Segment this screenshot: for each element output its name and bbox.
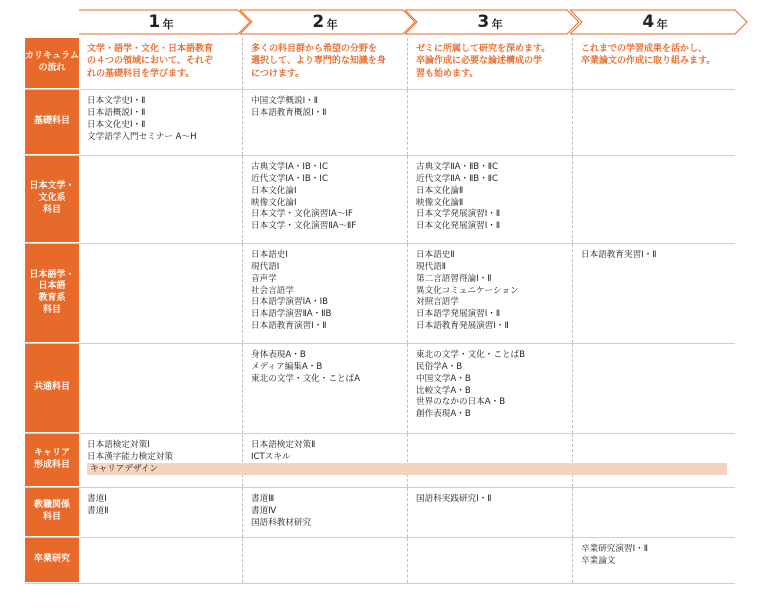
graduation-year-3 bbox=[408, 538, 573, 583]
common-year-3: 東北の文学・文化・ことばB 民俗学A・B 中国文学A・B 比較文学A・B 世界のなかの日本A・B 創作表現A・B bbox=[408, 344, 573, 433]
common-year-2: 身体表現A・B メディア編集A・B 東北の文学・文化・ことばA bbox=[243, 344, 408, 433]
row-label: 卒業研究 bbox=[25, 538, 79, 583]
row-label: 日本語学・ 日本語 教育系 科目 bbox=[25, 244, 79, 343]
row-basic bbox=[25, 90, 735, 156]
flow-year-4: これまでの学習成果を活かし、 卒業論文の作成に取り組みます。 bbox=[581, 44, 716, 67]
year-number: 2 bbox=[312, 12, 325, 32]
year-1-header bbox=[79, 8, 243, 36]
row-curriculum-flow bbox=[25, 38, 735, 90]
common-year-1 bbox=[79, 344, 243, 433]
teaching-year-3: 国語科実践研究Ⅰ・Ⅱ bbox=[408, 488, 573, 537]
flow-year-2: 多くの科目群から希望の分野を 選択して、より専門的な知識を身 につけます。 bbox=[243, 38, 408, 89]
year-suffix: 年 bbox=[162, 17, 174, 31]
career-year-3 bbox=[408, 434, 573, 487]
graduation-year-2 bbox=[243, 538, 408, 583]
row-graduation bbox=[25, 538, 735, 584]
linguistics-year-1 bbox=[79, 244, 243, 343]
graduation-year-1 bbox=[79, 538, 243, 583]
career-year-2: 日本語検定対策Ⅱ ICTスキル bbox=[243, 434, 408, 487]
linguistics-year-4: 日本語教育実習Ⅰ・Ⅱ bbox=[581, 250, 657, 260]
teaching-year-2: 書道Ⅲ 書道Ⅳ 国語科教材研究 bbox=[243, 488, 408, 537]
literature-year-3: 古典文学ⅡA・ⅡB・ⅡC 近代文学ⅡA・ⅡB・ⅡC 日本文化論Ⅱ 映像文化論Ⅱ 日本文学発展演習Ⅰ・Ⅱ 日本文化発展演習Ⅰ・Ⅱ bbox=[408, 156, 573, 243]
basic-year-4 bbox=[573, 90, 735, 155]
year-number: 1 bbox=[148, 12, 161, 32]
year-2-header bbox=[243, 8, 407, 36]
row-linguistics bbox=[25, 244, 735, 344]
literature-year-1 bbox=[79, 156, 243, 243]
year-suffix: 年 bbox=[326, 17, 338, 31]
row-label: 教職関係 科目 bbox=[25, 488, 79, 537]
year-3-header bbox=[408, 8, 572, 36]
teaching-year-1: 書道Ⅰ 書道Ⅱ bbox=[79, 488, 243, 537]
row-label: 基礎科目 bbox=[25, 90, 79, 155]
career-year-4 bbox=[573, 434, 735, 487]
year-header bbox=[0, 8, 768, 36]
common-year-4 bbox=[573, 344, 735, 433]
row-label: 共通科目 bbox=[25, 344, 79, 433]
year-4-header bbox=[573, 8, 737, 36]
row-common bbox=[25, 344, 735, 434]
career-design-bar: キャリアデザイン bbox=[87, 463, 727, 475]
row-career bbox=[25, 434, 735, 488]
literature-year-2: 古典文学ⅠA・ⅠB・ⅠC 近代文学ⅠA・ⅠB・ⅠC 日本文化論Ⅰ 映像文化論Ⅰ 日本文学・文化演習ⅠA〜ⅠF 日本文学・文化演習ⅡA〜ⅡF bbox=[243, 156, 408, 243]
row-label: カリキュラム の流れ bbox=[25, 38, 79, 89]
basic-year-2: 中国文学概説Ⅰ・Ⅱ 日本語教育概説Ⅰ・Ⅱ bbox=[243, 90, 408, 155]
year-number: 3 bbox=[477, 12, 490, 32]
linguistics-year-3: 日本語史Ⅱ 現代語Ⅱ 第二言語習得論Ⅰ・Ⅱ 異文化コミュニケーション 対照言語学 日本語学発展演習Ⅰ・Ⅱ 日本語教育発展演習Ⅰ・Ⅱ bbox=[408, 244, 573, 343]
year-suffix: 年 bbox=[656, 17, 668, 31]
row-label: キャリア 形成科目 bbox=[25, 434, 79, 487]
flow-year-1: 文学・語学・文化・日本語教育 の４つの領域において、それぞ れの基礎科目を学びます。 bbox=[79, 38, 243, 89]
basic-year-1: 日本文学史Ⅰ・Ⅱ 日本語概説Ⅰ・Ⅱ 日本文化史Ⅰ・Ⅱ 文学語学入門セミナー A〜H bbox=[79, 90, 243, 155]
literature-year-4 bbox=[573, 156, 735, 243]
row-literature bbox=[25, 156, 735, 244]
year-suffix: 年 bbox=[491, 17, 503, 31]
row-teaching bbox=[25, 488, 735, 538]
linguistics-year-2: 日本語史Ⅰ 現代語Ⅰ 音声学 社会言語学 日本語学演習ⅠA・ⅠB 日本語学演習ⅡA・ⅡB 日本語教育演習Ⅰ・Ⅱ bbox=[243, 244, 408, 343]
career-year-1: 日本語検定対策Ⅰ 日本漢字能力検定対策 bbox=[79, 434, 243, 487]
basic-year-3 bbox=[408, 90, 573, 155]
teaching-year-4 bbox=[573, 488, 735, 537]
flow-year-3: ゼミに所属して研究を深めます。 卒論作成に必要な論述構成の学 習も始めます。 bbox=[408, 38, 573, 89]
year-number: 4 bbox=[642, 12, 655, 32]
row-label: 日本文学・ 文化系 科目 bbox=[25, 156, 79, 243]
graduation-year-4: 卒業研究演習Ⅰ・Ⅱ 卒業論文 bbox=[581, 544, 648, 566]
